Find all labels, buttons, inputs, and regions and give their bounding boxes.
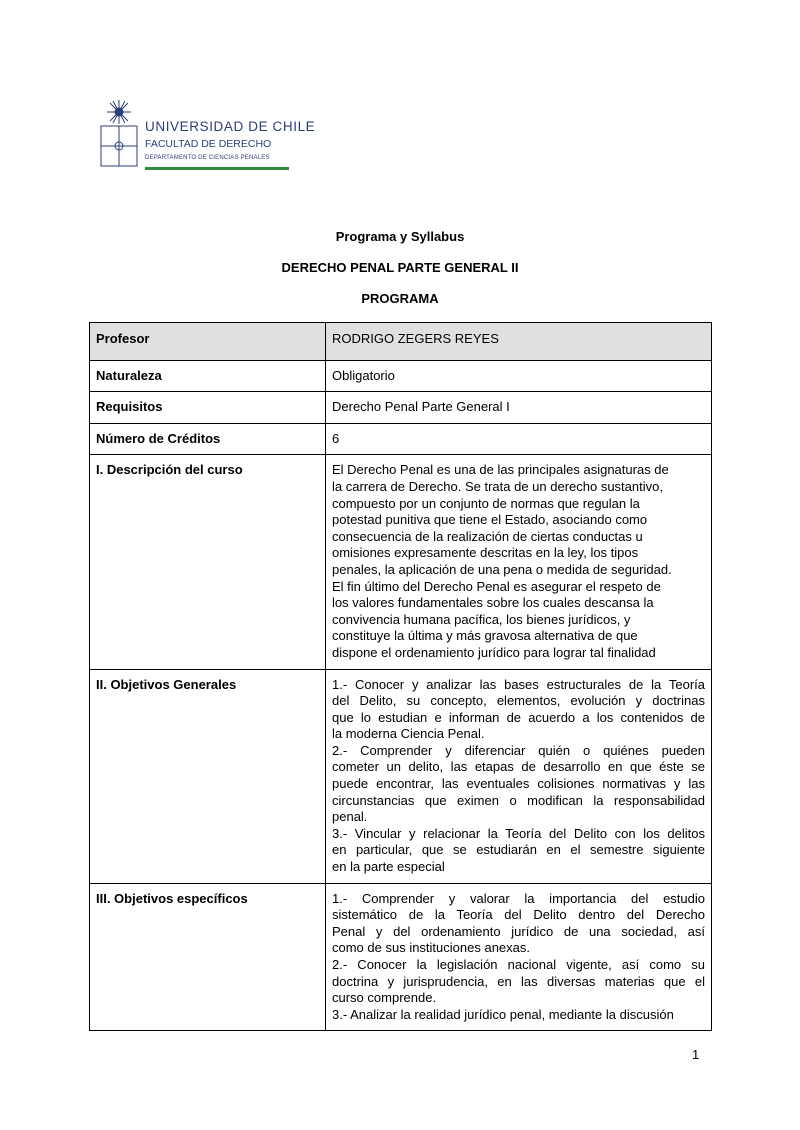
page-number: 1	[692, 1047, 700, 1062]
value-line: penal.	[332, 809, 368, 825]
value-line: en la parte especial	[332, 859, 445, 875]
value-line: potestad punitiva que tiene el Estado, asociando como	[332, 512, 648, 528]
value-line: como de sus instituciones anexas.	[332, 940, 530, 956]
value-line: la moderna Ciencia Penal.	[332, 726, 485, 742]
row-value	[326, 669, 712, 883]
row-value	[326, 883, 712, 1031]
table-row	[90, 669, 712, 883]
value-line: 3.- Analizar la realidad jurídico penal, mediante la discusión	[332, 1006, 674, 1022]
value-line: 3.- Vincular y relacionar la Teoría del Delito con los delitos	[332, 825, 705, 841]
value-line: convivencia humana pacífica, los bienes jurídicos, y	[332, 611, 631, 627]
value-line: El fin último del Derecho Penal es asegurar el respeto de	[332, 578, 661, 594]
row-value	[326, 360, 712, 392]
row-label: I. Descripción del curso	[90, 455, 326, 669]
program-table	[89, 322, 712, 1031]
value-line: sistemático de la Teoría del Delito dentro del Derecho	[332, 907, 705, 923]
course-title: DERECHO PENAL PARTE GENERAL II	[281, 260, 519, 275]
table-row	[90, 323, 712, 361]
value-line: Penal y del ordenamiento jurídico de una sociedad, así	[332, 923, 705, 939]
row-label: Profesor	[90, 323, 326, 361]
row-value	[326, 392, 712, 424]
value-line: Derecho Penal Parte General I	[332, 399, 510, 415]
value-line: que lo estudian e informan de acuerdo a los contenidos de	[332, 709, 705, 725]
value-line: compuesto por un conjunto de normas que regulan la	[332, 495, 640, 511]
value-line: 2.- Conocer la legislación nacional vigente, así como su	[332, 957, 705, 972]
value-line: Obligatorio	[332, 367, 395, 383]
table-row	[90, 392, 712, 424]
row-label: III. Objetivos específicos	[90, 883, 326, 1031]
table-row	[90, 883, 712, 1031]
table-row	[90, 455, 712, 669]
table-row	[90, 360, 712, 392]
department-name: DEPARTAMENTO DE CIENCIAS PENALES	[145, 155, 270, 161]
value-line: del Delito, su concepto, elementos, evolución y doctrinas	[332, 693, 705, 709]
value-line: doctrina y jurisprudencia, en las diversas materias que el	[332, 973, 705, 989]
value-line: consecuencia de la realización de ciertas conductas u	[332, 528, 643, 544]
value-line: 6	[332, 430, 340, 446]
value-line: RODRIGO ZEGERS REYES	[332, 331, 499, 346]
table-row	[90, 423, 712, 455]
value-line: 2.- Comprender y diferenciar quién o quiénes pueden	[332, 742, 705, 758]
document-title: Programa y Syllabus	[335, 229, 465, 244]
value-line: 1.- Conocer y analizar las bases estructurales de la Teoría	[332, 676, 705, 692]
logo-divider	[145, 167, 289, 170]
value-line: constituye la última y más gravosa alternativa de que	[332, 628, 638, 644]
row-label: Número de Créditos	[90, 423, 326, 455]
university-name: UNIVERSIDAD DE CHILE	[145, 119, 316, 134]
university-logo	[97, 98, 316, 174]
value-line: la carrera de Derecho. Se trata de un derecho sustantivo,	[332, 478, 663, 494]
section-title: PROGRAMA	[361, 291, 439, 306]
row-label: II. Objetivos Generales	[90, 669, 326, 883]
value-line: El Derecho Penal es una de las principales asignaturas de	[332, 462, 669, 478]
value-line: en particular, que se estudiarán en el semestre siguiente	[332, 842, 705, 858]
value-line: omisiones expresamente descritas en la ley, los tipos	[332, 545, 639, 561]
row-value	[326, 455, 712, 669]
value-line: 1.- Comprender y valorar la importancia del estudio	[332, 890, 705, 906]
row-value	[326, 323, 712, 361]
row-label: Requisitos	[90, 392, 326, 424]
university-crest-icon	[97, 98, 141, 170]
value-line: dispone el ordenamiento jurídico para lograr tal finalidad	[332, 644, 656, 660]
value-line: circunstancias que eximen o modifican la responsabilidad	[332, 792, 705, 808]
row-label: Naturaleza	[90, 360, 326, 392]
value-line: los valores fundamentales sobre los cuales descansa la	[332, 595, 654, 611]
value-line: penales, la aplicación de una pena o medida de seguridad.	[332, 561, 672, 577]
value-line: cometer un delito, las etapas de desarrollo en que éste se	[332, 759, 705, 775]
value-line: puede encontrar, las eventuales colisiones normativas y las	[332, 776, 705, 792]
value-line: curso comprende.	[332, 990, 437, 1006]
row-value	[326, 423, 712, 455]
faculty-name: FACULTAD DE DERECHO	[145, 138, 272, 150]
